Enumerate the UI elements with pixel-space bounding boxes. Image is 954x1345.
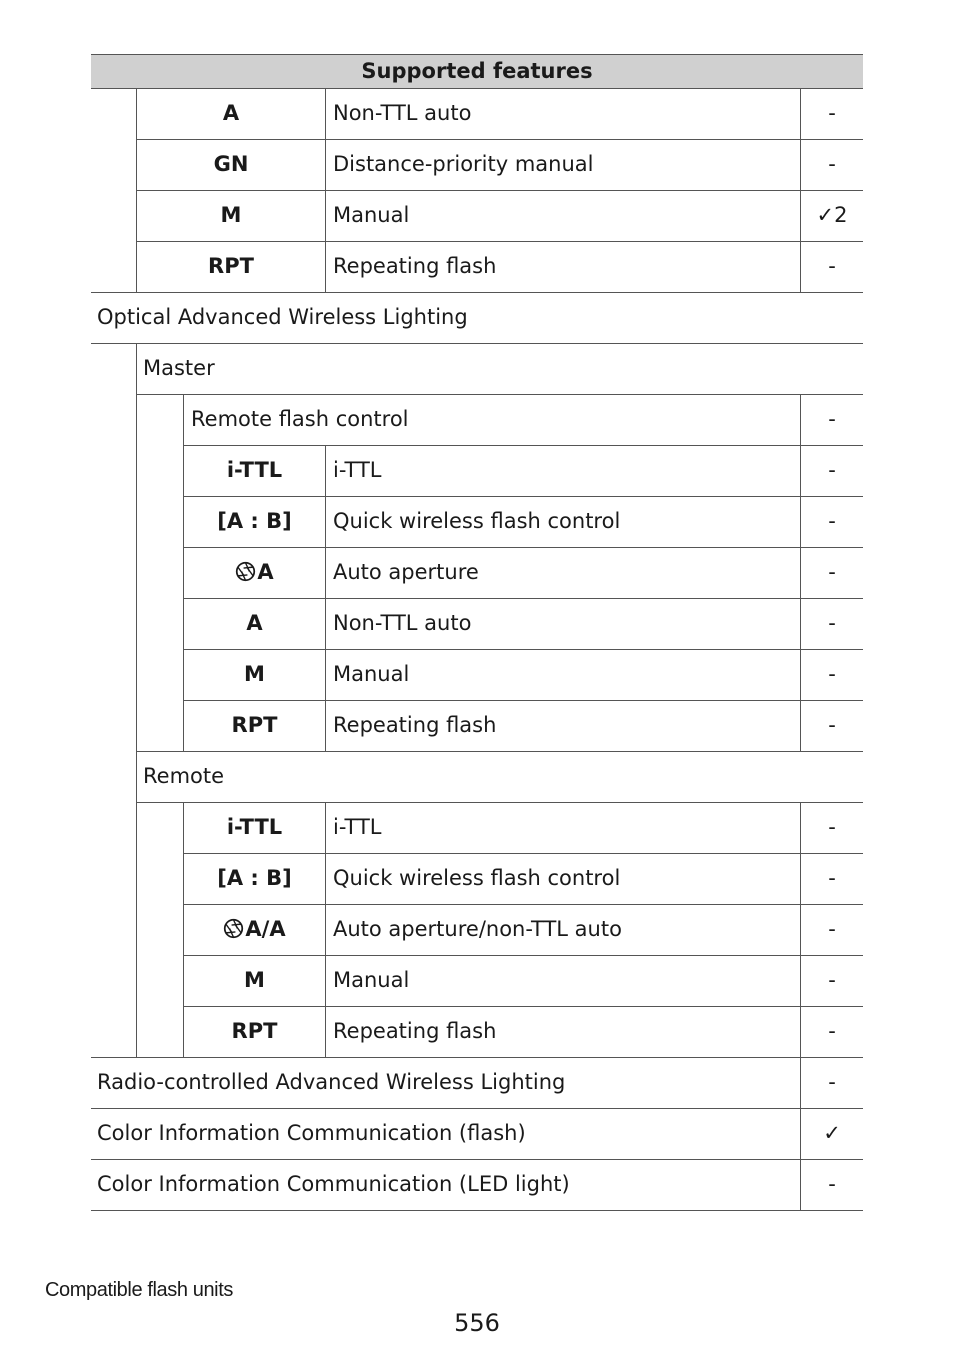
mode-key: [A : B] bbox=[183, 497, 325, 548]
feature-desc: Color Information Communication (flash) bbox=[91, 1109, 800, 1160]
mode-desc: Auto aperture/non-TTL auto bbox=[325, 905, 800, 956]
support-value: - bbox=[800, 548, 863, 599]
support-value: - bbox=[800, 446, 863, 497]
mode-desc: i-TTL bbox=[325, 446, 800, 497]
support-value: ✓2 bbox=[800, 191, 863, 242]
feature-desc: Color Information Communication (LED light) bbox=[91, 1160, 800, 1211]
mode-key: i-TTL bbox=[183, 446, 325, 497]
support-value: - bbox=[800, 599, 863, 650]
support-value: - bbox=[800, 1058, 863, 1109]
support-value: ✓ bbox=[800, 1109, 863, 1160]
table-row bbox=[91, 956, 863, 1007]
divider bbox=[136, 803, 137, 1058]
mode-desc: Manual bbox=[325, 191, 800, 242]
section-footer-title: Compatible flash units bbox=[45, 1279, 233, 1301]
table-row bbox=[91, 548, 863, 599]
table-row bbox=[91, 650, 863, 701]
mode-desc: Repeating flash bbox=[325, 1007, 800, 1058]
table-row bbox=[91, 701, 863, 752]
table-header: Supported features bbox=[91, 54, 863, 89]
mode-key: RPT bbox=[183, 1007, 325, 1058]
table-row bbox=[91, 854, 863, 905]
mode-key: M bbox=[183, 650, 325, 701]
mode-key: [A : B] bbox=[183, 854, 325, 905]
mode-desc: Quick wireless flash control bbox=[325, 854, 800, 905]
table-row bbox=[91, 344, 863, 395]
table-row bbox=[91, 803, 863, 854]
support-value: - bbox=[800, 89, 863, 140]
support-value: - bbox=[800, 395, 863, 446]
auto-aperture-icon bbox=[235, 561, 256, 582]
mode-key-text: A bbox=[257, 560, 274, 584]
table-row bbox=[91, 905, 863, 956]
table-row bbox=[91, 1058, 863, 1109]
table-row bbox=[91, 497, 863, 548]
mode-key: i-TTL bbox=[183, 803, 325, 854]
section-label: Remote bbox=[136, 752, 863, 803]
support-value: - bbox=[800, 854, 863, 905]
support-value: - bbox=[800, 905, 863, 956]
table-row bbox=[91, 242, 863, 293]
mode-key bbox=[183, 905, 325, 956]
mode-desc: Repeating flash bbox=[325, 242, 800, 293]
support-value: - bbox=[800, 956, 863, 1007]
section-label: Optical Advanced Wireless Lighting bbox=[91, 293, 863, 344]
feature-desc: Radio-controlled Advanced Wireless Lighting bbox=[91, 1058, 800, 1109]
table-row bbox=[91, 1109, 863, 1160]
section-label: Master bbox=[136, 344, 863, 395]
mode-desc: Repeating flash bbox=[325, 701, 800, 752]
mode-key: RPT bbox=[136, 242, 325, 293]
mode-desc: Manual bbox=[325, 956, 800, 1007]
mode-desc: Non-TTL auto bbox=[325, 599, 800, 650]
mode-key: A bbox=[136, 89, 325, 140]
mode-key: RPT bbox=[183, 701, 325, 752]
mode-desc: Auto aperture bbox=[325, 548, 800, 599]
divider bbox=[136, 395, 137, 752]
mode-desc: Manual bbox=[325, 650, 800, 701]
support-value: - bbox=[800, 242, 863, 293]
table-row bbox=[91, 191, 863, 242]
support-value: - bbox=[800, 701, 863, 752]
mode-desc: Remote flash control bbox=[183, 395, 800, 446]
mode-key: GN bbox=[136, 140, 325, 191]
page-number: 556 bbox=[454, 1309, 500, 1337]
auto-aperture-icon bbox=[223, 918, 244, 939]
table-row bbox=[91, 1007, 863, 1058]
mode-key-text: A/A bbox=[245, 917, 286, 941]
support-value: - bbox=[800, 1007, 863, 1058]
table-row bbox=[91, 446, 863, 497]
support-value: - bbox=[800, 140, 863, 191]
mode-desc: i-TTL bbox=[325, 803, 800, 854]
mode-key bbox=[183, 548, 325, 599]
table-row bbox=[91, 752, 863, 803]
mode-key: A bbox=[183, 599, 325, 650]
mode-desc: Non-TTL auto bbox=[325, 89, 800, 140]
support-value: - bbox=[800, 497, 863, 548]
support-value: - bbox=[800, 803, 863, 854]
mode-key: M bbox=[183, 956, 325, 1007]
table-row bbox=[91, 89, 863, 140]
support-value: - bbox=[800, 650, 863, 701]
mode-key: M bbox=[136, 191, 325, 242]
mode-desc: Distance-priority manual bbox=[325, 140, 800, 191]
table-row bbox=[91, 140, 863, 191]
table-row bbox=[91, 1160, 863, 1211]
mode-desc: Quick wireless flash control bbox=[325, 497, 800, 548]
support-value: - bbox=[800, 1160, 863, 1211]
table-row bbox=[91, 293, 863, 344]
table-row bbox=[91, 395, 863, 446]
table-row bbox=[91, 599, 863, 650]
